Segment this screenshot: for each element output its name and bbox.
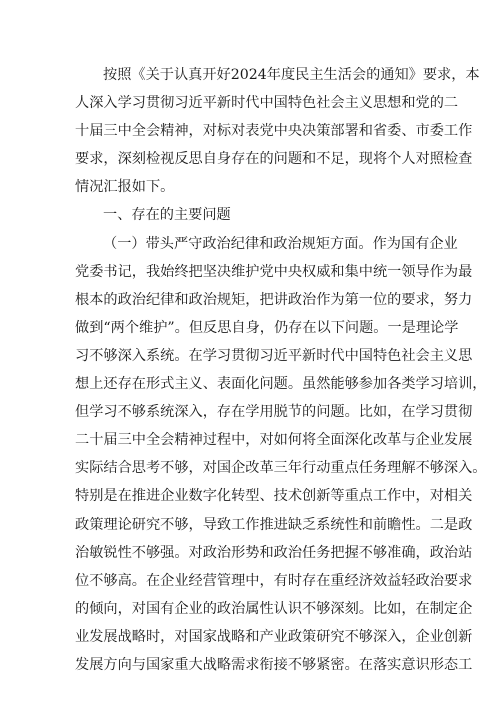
- paragraph-line: 想上还存在形式主义、表面化问题。虽然能够参加各类学习培训，: [75, 376, 487, 393]
- paragraph-line: 但学习不够系统深入，存在学用脱节的问题。比如，在学习贯彻: [75, 404, 473, 421]
- paragraph-line: 实际结合思考不够，对国企改革三年行动重点任务理解不够深入。: [75, 460, 487, 477]
- paragraph-line: （一）带头严守政治纪律和政治规矩方面。作为国有企业: [103, 235, 458, 252]
- paragraph-line: 人深入学习贯彻习近平新时代中国特色社会主义思想和党的二: [75, 95, 459, 112]
- paragraph-line: 政策理论研究不够，导致工作推进缺乏系统性和前瞻性。二是政: [75, 516, 473, 533]
- intro-paragraph: [75, 61, 480, 201]
- subsection-paragraph: [75, 230, 487, 680]
- paragraph-line: 做到“两个维护”。但反思自身，仍存在以下问题。一是理论学: [75, 319, 459, 336]
- paragraph-line: 根本的政治纪律和政治规矩，把讲政治作为第一位的要求，努力: [75, 291, 473, 308]
- paragraph-line: 的倾向，对国有企业的政治属性认识不够深刻。比如，在制定企: [75, 600, 473, 617]
- paragraph-line: 发展方向与国家重大战略需求衔接不够紧密。在落实意识形态工: [75, 656, 473, 673]
- section-heading-text: 一、存在的主要问题: [103, 207, 231, 224]
- paragraph-line: 位不够高。在企业经营管理中，有时存在重经济效益轻政治要求: [75, 572, 473, 589]
- paragraph-line: 业发展战略时，对国家战略和产业政策研究不够深入，企业创新: [75, 628, 473, 645]
- paragraph-line: 十届三中全会精神，对标对表党中央决策部署和省委、市委工作: [75, 123, 473, 140]
- paragraph-line: 二十届三中全会精神过程中，对如何将全面深化改革与企业发展: [75, 432, 473, 449]
- paragraph-line: 党委书记，我始终把坚决维护党中央权威和集中统一领导作为最: [75, 263, 473, 280]
- section-heading: [75, 201, 435, 229]
- paragraph-line: 特别是在推进企业数字化转型、技术创新等重点工作中，对相关: [75, 488, 473, 505]
- paragraph-line: 治敏锐性不够强。对政治形势和政治任务把握不够准确，政治站: [75, 544, 473, 561]
- paragraph-line: 习不够深入系统。在学习贯彻习近平新时代中国特色社会主义思: [75, 347, 473, 364]
- paragraph-line: 按照《关于认真开好2024年度民主生活会的通知》要求，本: [103, 67, 480, 83]
- paragraph-line: 要求，深刻检视反思自身存在的问题和不足，现将个人对照检查: [75, 151, 473, 168]
- paragraph-line: 情况汇报如下。: [75, 179, 175, 196]
- document-body: [75, 61, 487, 679]
